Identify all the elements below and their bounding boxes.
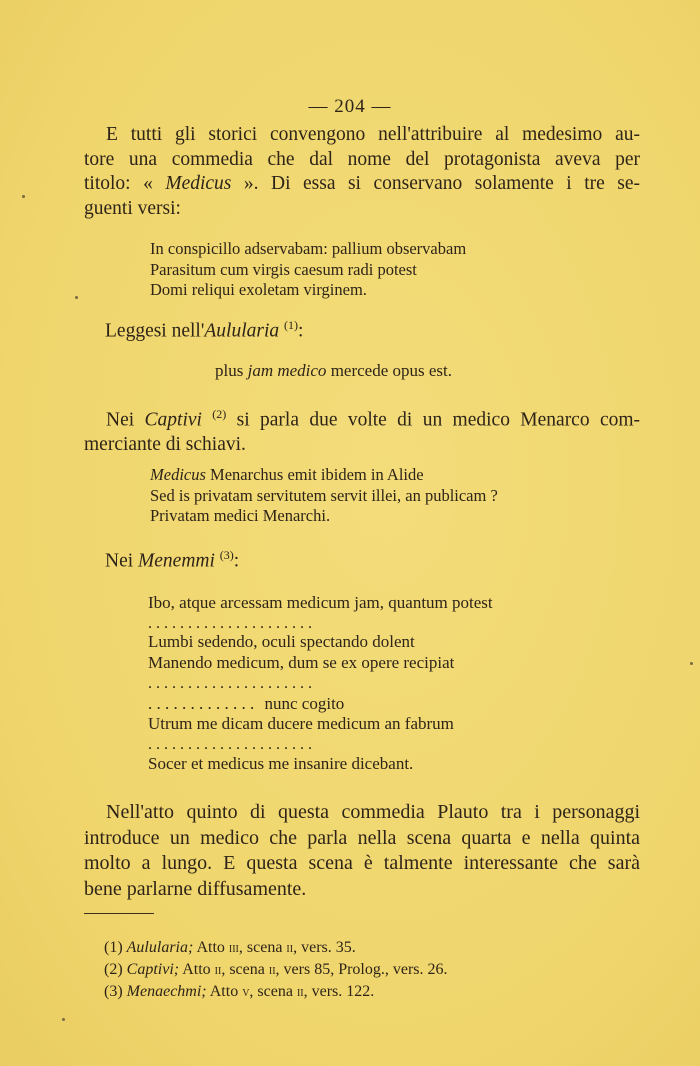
ellipsis-row: . . . . . . . . . . . . . . . . . . . . . [148,736,312,753]
paper-speck [22,195,25,198]
menemmi-heading: Nei Menemmi $^{(3)}$: [105,548,240,572]
closing-line-4: bene parlarne diffusamente. [84,877,307,900]
verse-line: Privatam medici Menarchi. [150,506,331,525]
verse-line: Domi reliqui exoletam virginem. [150,280,367,299]
verse-menemmi-4: . . . . . . . . . . . . . nunc cogito [148,694,345,713]
intro-paragraph [84,123,640,221]
aulularia-heading: Leggesi nell'Aulularia $^{(1)}$: [105,318,304,342]
ellipsis-row: . . . . . . . . . . . . . . . . . . . . . [148,675,312,692]
intro-line-2: tore una commedia che dal nome del protagonista aveva per [84,148,640,170]
paper-speck [75,296,78,299]
verse-line: In conspicillo adservabam: pallium observabam [150,239,467,258]
verse-line: Parasitum cum virgis caesum radi potest [150,259,417,279]
intro-line-3: titolo: « Medicus ». Di essa si conservano solamente i tre se- [84,173,640,194]
page-number: — 204 — [308,96,392,117]
footnote-1: (1) Aulularia; Atto iii, scena ii, vers. 35. [104,939,356,956]
intro-line-4: guenti versi: [84,197,181,219]
footnote-divider [84,913,154,914]
verse-menemmi-3: Manendo medicum, dum se ex opere recipiat [148,653,455,672]
ellipsis-row: . . . . . . . . . . . . . . . . . . . . . [148,615,312,632]
footnote-3: (3) Menaechmi; Atto v, scena ii, vers. 122. [104,983,375,1000]
closing-line-1: Nell'atto quinto di questa commedia Plauto tra i personaggi [106,801,640,823]
verse-menemmi-1: Ibo, atque arcessam medicum jam, quantum potest [148,593,493,612]
medicus-title: Medicus [165,173,232,194]
verse-block-1 [150,239,466,301]
captivi-paragraph [84,402,640,458]
verse-menemmi-2: Lumbi sedendo, oculi spectando dolent [148,632,415,651]
verse-block-2 [150,465,498,527]
closing-line-3: molto a lungo. E questa scena è talmente interessante che sarà [84,852,640,874]
intro-line-1: E tutti gli storici convengono nell'attribuire al medesimo au- [106,124,640,145]
closing-line-2: introduce un medico che parla nella scena quarta e nella quinta [84,826,640,849]
footnotes [104,937,448,1003]
captivi-line-1: Nei Captivi $^{(2)}$ si parla due volte di un medico Menarco com- [106,407,641,431]
verse-line: Medicus Menarchus emit ibidem in Alide [150,465,424,484]
footnote-2: (2) Captivi; Atto ii, scena ii, vers 85, Prolog., vers. 26. [104,961,448,978]
aulularia-quote: plus jam medico mercede opus est. [215,361,453,380]
verse-menemmi-6: Socer et medicus me insanire dicebant. [148,754,414,773]
closing-paragraph [84,800,640,902]
paper-speck [62,1018,65,1021]
verse-menemmi-5: Utrum me dicam ducere medicum an fabrum [148,714,454,733]
paper-speck [690,662,693,665]
verse-line: Sed is privatam servitutem servit illei, an publicam ? [150,485,498,505]
captivi-line-2: merciante di schiavi. [84,434,246,455]
